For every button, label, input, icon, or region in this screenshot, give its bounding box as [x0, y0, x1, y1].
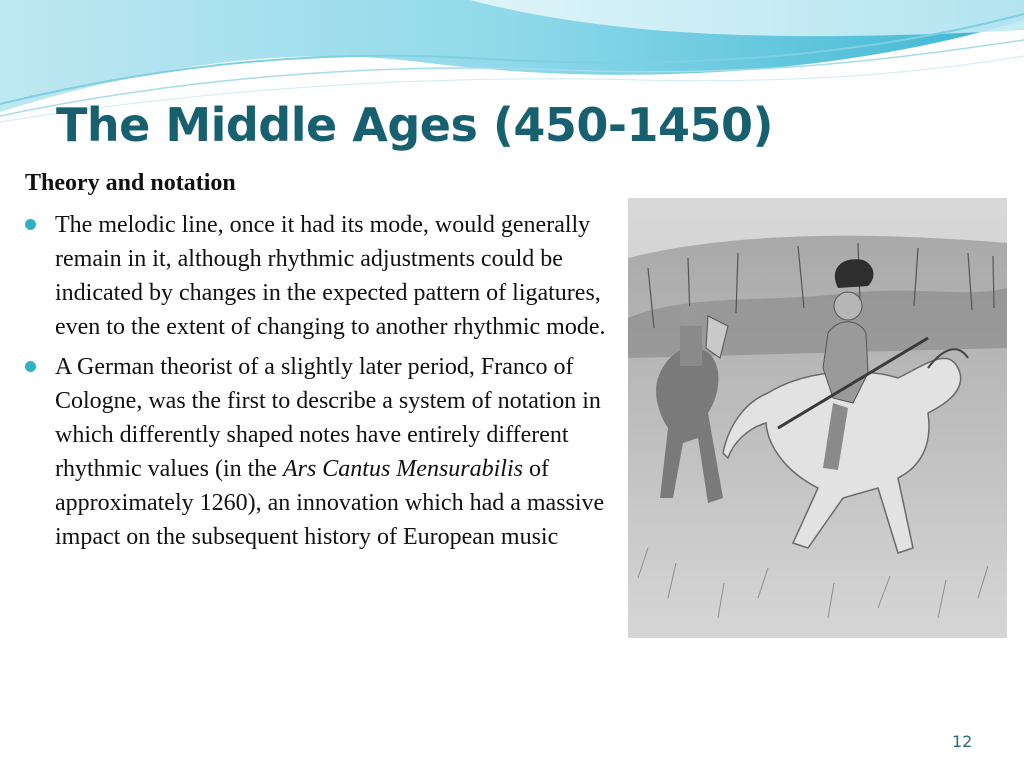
bullet-text: The melodic line, once it had its mode, would generally remain in it, although rhythmic adjustments could be indicated by changes in the expected pattern of ligatures, even to the extent of changing to another rhythmic mode. — [55, 212, 606, 340]
bullet-dot-icon — [25, 361, 36, 372]
bullet-text-start: A German theorist of a slightly later period, Franco of Cologne, was the first to describe a system of notation in which differently shaped notes have entirely different rhythmic values (in the — [55, 354, 601, 482]
medieval-knights-battle-illustration — [628, 198, 1007, 638]
bullet-dot-icon — [25, 219, 36, 230]
page-number: 12 — [952, 732, 973, 751]
section-subheading: Theory and notation — [25, 170, 236, 196]
bullet-list — [25, 208, 625, 560]
slide-title: The Middle Ages (450-1450) — [56, 98, 774, 152]
bullet-text-end: of approximately 1260), an innovation which had a massive impact on the subsequent history of European music — [55, 456, 605, 550]
bullet-item — [25, 208, 625, 344]
book-title: Ars Cantus Mensurabilis — [282, 456, 523, 482]
bullet-item — [25, 350, 625, 554]
